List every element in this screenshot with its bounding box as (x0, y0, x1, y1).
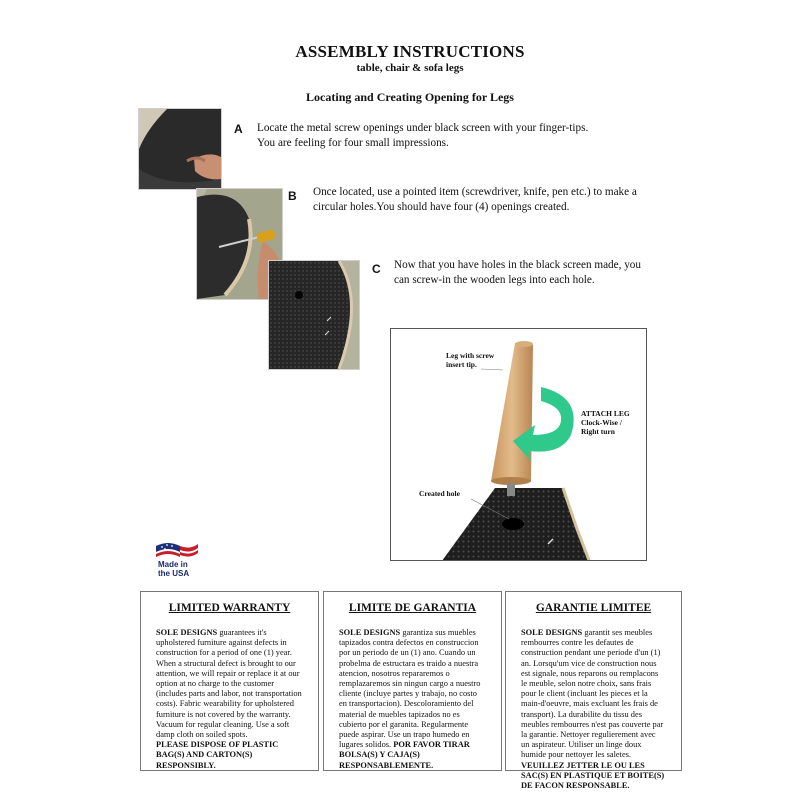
made-in-usa-label (158, 561, 189, 578)
warranty-box-french (505, 591, 682, 791)
attach-label-line-1: ATTACH LEG (581, 409, 630, 418)
step-b-text (313, 185, 637, 215)
brand-name: SOLE DESIGNS (339, 628, 401, 637)
leg-attach-diagram (390, 328, 647, 561)
leg-label (446, 351, 494, 369)
step-b-line-1: Once located, use a pointed item (screwdriver, knife, pen etc.) to make a (313, 186, 637, 198)
step-c-line-2: can screw-in the wooden legs into each hole. (394, 274, 595, 286)
step-c-line-1: Now that you have holes in the black screen made, you (394, 259, 641, 271)
warranty-body: garantiza sus muebles tapizados contra defectos en construccion por un periodo de un (1) ano. Cuando un probelma de estructara es traido a nuestra atencion, nosotros repararemos o remplazaremos sin ningun cargo a nuestro cliente (incluye partes y trabajo, no costo en transportacion). Descoloramiento del material de muebles tapizados no es cubierto por el garanita. Regularmente puede aspirar. Use un trapo humedo en lugares solidos. (339, 628, 481, 750)
step-a-text (257, 121, 588, 151)
warranty-body: guarantees it's upholstered furniture against defects in construction for a period of one (1) year. When a structural defect is brought to our attention, we will repair or replace it at our option at no charge to the customer (includes parts and labor, not transportation costs). Fabric wearability for upholstered furniture is not covered by the warranty. Vacuum for regular cleaning. Use a soft damp cloth on soiled spots. (156, 628, 302, 740)
step-c-photo (268, 260, 360, 370)
step-a-letter: A (234, 122, 243, 136)
warranty-text-french (521, 628, 666, 791)
page-title: ASSEMBLY INSTRUCTIONS (295, 42, 525, 61)
brand-name: SOLE DESIGNS (521, 628, 583, 637)
warranty-text-spanish (339, 628, 486, 771)
step-c-letter: C (372, 262, 381, 276)
leg-label-line-2: insert tip. (446, 360, 477, 369)
warranty-box-spanish (323, 591, 502, 771)
leg-label-line-1: Leg with screw (446, 351, 495, 360)
made-in-usa-line-2: the USA (158, 568, 190, 578)
disposal-notice: VEUILLEZ JETTER LE OU LES SAC(S) EN PLASTIQUE ET BOITE(S) DE FACON RESPONSABLE. (521, 760, 665, 791)
disposal-notice: POR FAVOR TIRAR BOLSA(S) Y CAJA(S) RESPONSABLEMENTE. (339, 740, 470, 770)
warranty-title-english: LIMITED WARRANTY (168, 602, 291, 614)
step-a-line-2: You are feeling for four small impressions. (257, 137, 449, 149)
attach-label-line-3: Right turn (581, 427, 615, 436)
page-subtitle: table, chair & sofa legs (356, 62, 464, 74)
attach-label-line-2: Clock-Wise / (581, 418, 622, 427)
disposal-notice: PLEASE DISPOSE OF PLASTIC BAG(S) AND CARTON(S) RESPONSIBLY. (156, 740, 279, 770)
brand-name: SOLE DESIGNS (156, 628, 218, 637)
step-c-text (394, 258, 641, 288)
step-b-line-2: circular holes.You should have four (4) openings created. (313, 201, 570, 213)
made-in-usa-line-1: Made in (158, 560, 188, 569)
step-a-photo (138, 108, 222, 190)
warranty-box-english (140, 591, 319, 771)
attach-label (581, 409, 630, 436)
warranty-title-spanish: LIMITE DE GARANTIA (348, 602, 477, 614)
hole-label: Created hole (419, 489, 460, 498)
warranty-body: garantit ses meubles rembourres contre les defautes de construction pendant une periode d'un (1) an. Lorsqu'um vice de construction nous est signale, nous reparons ou remplacons le meuble, selon notre choix, sans frais pour le client (incluant les pieces et la main-d'oeuvre, mais excluant les frais de transport). La durabilite du tissu des meubles rembourres n'est pas couverte par la garantie. Nettoyer regulierement avec un aspirateur. Utiliser un linge doux humide pour nettoyer les saletes. (521, 628, 664, 760)
step-a-line-1: Locate the metal screw openings under black screen with your finger-tips. (257, 122, 589, 134)
section-heading: Locating and Creating Opening for Legs (306, 90, 514, 104)
warranty-text-english (156, 628, 303, 771)
step-b-letter: B (288, 189, 297, 203)
warranty-title-french: GARANTIE LIMITEE (535, 602, 652, 614)
